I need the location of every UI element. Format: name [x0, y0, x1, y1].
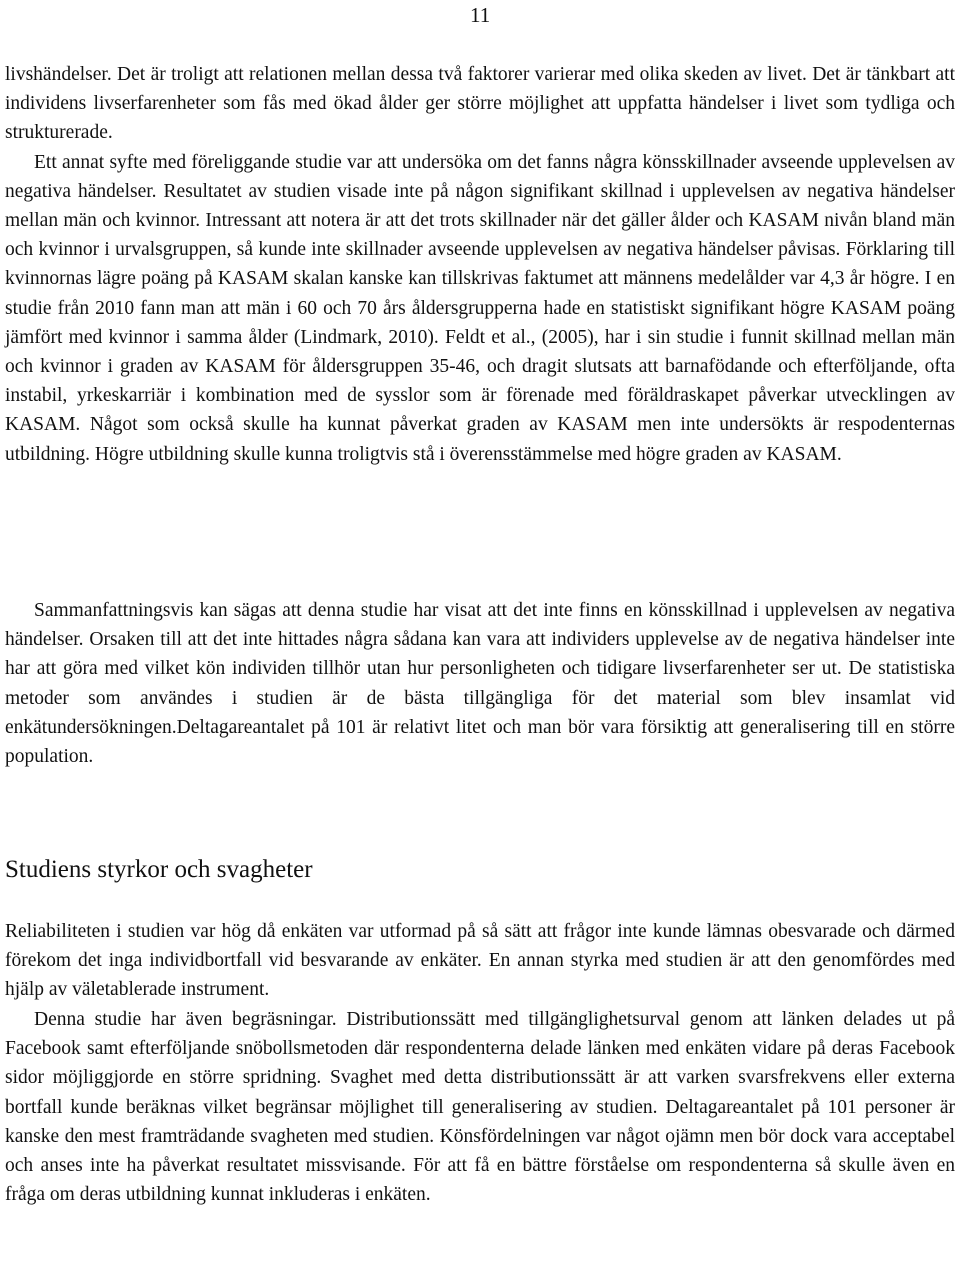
- paragraph-strengths: Reliabiliteten i studien var hög då enkäten var utformad på så sätt att frågor inte kunde lämnas obesvarade och därmed förekom det inga individbortfall vid besvarande av enkäter. En annan styrka med studien är att den genomfördes med hjälp av väletablerade instrument.: [5, 921, 955, 1001]
- paragraph-limitations: Denna studie har även begräsningar. Distributionssätt med tillgänglighetsurval genom att länken delades ut på Facebook samt efterföljande snöbollsmetoden där respondenterna delade länken med enkäten vidare på deras Facebook sidor möjliggjorde en större spridning. Svaghet med detta distributionssätt är att varken svarsfrekvens eller externa bortfall kunde beräknas vilket begränsar möjlighet till generalisering av studien. Deltagareantalet på 101 personer är kanske den mest framträdande svagheten med studien. Könsfördelningen var något ojämn men bör dock vara acceptabel och anses inte ha påverkat resultatet missvisande. För att få en bättre förståelse om respondenterna så skulle även en fråga om deras utbildning kunnat inkluderas i enkäten.: [5, 1009, 955, 1206]
- paragraph-intro: livshändelser. Det är troligt att relationen mellan dessa två faktorer varierar med olika skeden av livet. Det är tänkbart att individens livserfarenheter som fås med ökad ålder ger större möjlighet att uppfatta händelser i livet som tydliga och strukturerade.: [5, 64, 955, 144]
- paragraph-gender-differences: Ett annat syfte med föreliggande studie var att undersöka om det fanns några könsskillnader avseende upplevelsen av negativa händelser. Resultatet av studien visade inte på någon signifikant skillnad i upplevelsen av negativa händelser mellan män och kvinnor. Intressant att notera är att det trots skillnader när det gäller ålder och KASAM nivån bland män och kvinnor i urvalsgruppen, så kunde inte skillnader avseende upplevelsen av negativa händelser påvisas. Förklaring till kvinnornas lägre poäng på KASAM skalan kanske kan tillskrivas faktumet att männens medelålder var 4,3 år högre. I en studie från 2010 fann man att män i 60 och 70 års åldersgrupperna hade en statistiskt signifikant högre KASAM poäng jämfört med kvinnor i samma ålder (Lindmark, 2010). Feldt et al., (2005), har i sin studie i funnit skillnad mellan män och kvinnor i graden av KASAM för åldersgruppen 35-46, och dragit slutsats att barnafödande och efterföljande, ofta instabil, yrkeskarriär i kombination med de sysslor som är förenade med föräldraskapet påverkar utvecklingen av KASAM. Något som också skulle ha kunnat påverkat graden av KASAM men inte undersökts är respodenternas utbildning. Högre utbildning skulle kunna troligtvis stå i överensstämmelse med högre graden av KASAM.: [5, 151, 955, 465]
- paragraph-summary: Sammanfattningsvis kan sägas att denna studie har visat att det inte finns en könsskillnad i upplevelsen av negativa händelser. Orsaken till att det inte hittades några sådana kan vara att individers upplevelse av de negativa händelser inte har att göra med vilket kön individen tillhör utan hur personligheten och tidigare livserfarenheter ser ut. De statistiska metoder som användes i studien är de bästa tillgängliga för det material som blev insamlat vid enkätundersökningen.Deltagareantalet på 101 är relativt litet och man bör vara försiktig att generalisering till en större population.: [5, 600, 955, 768]
- paragraph-group-discussion: [5, 60, 955, 469]
- section-heading: Studiens styrkor och svagheter: [5, 856, 313, 883]
- page-number: 11: [470, 3, 491, 27]
